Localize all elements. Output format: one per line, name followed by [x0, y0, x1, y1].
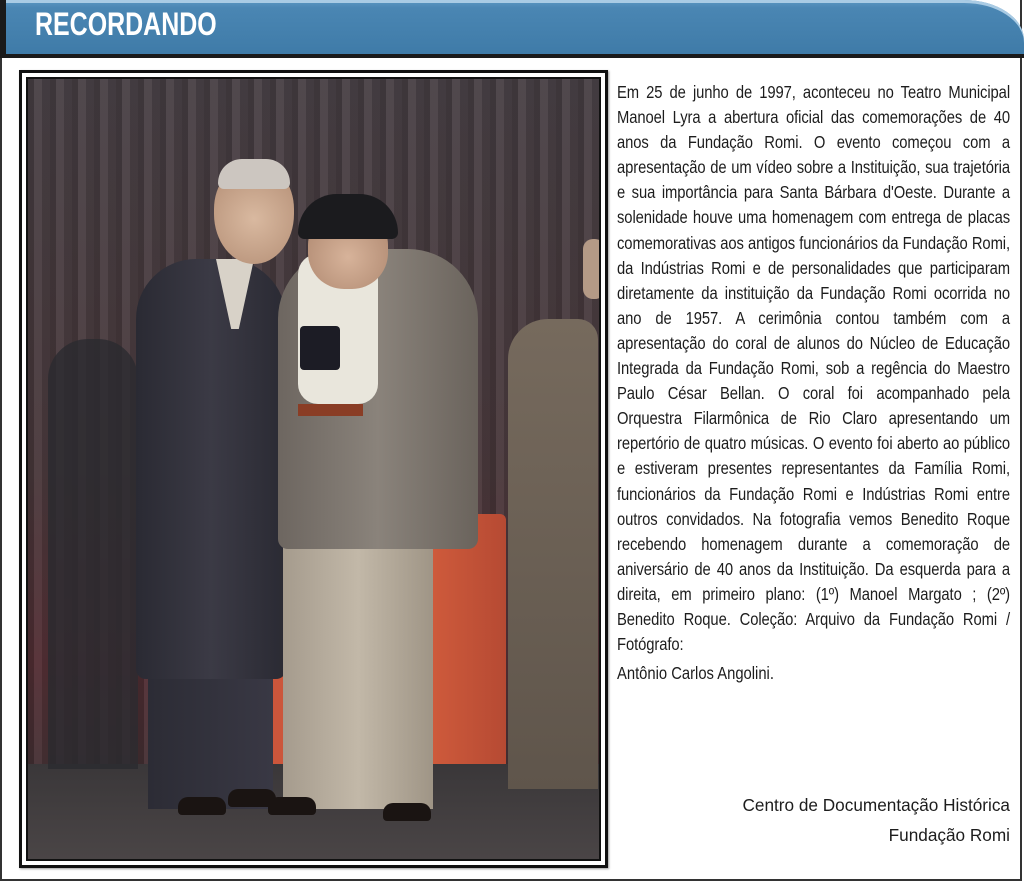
background-person-left — [48, 339, 138, 769]
historical-photo — [26, 77, 601, 861]
background-person-right-head — [583, 239, 601, 299]
person-2-belt — [298, 404, 363, 416]
award-plaque — [300, 326, 340, 370]
article-body: Em 25 de junho de 1997, aconteceu no Teatro Municipal Manoel Lyra a abertura oficial das comemorações de 40 anos da Fundação Romi. O evento começou com a apresentação de um vídeo sobre a Instituição, sua trajetória e sua importância para Santa Bárbara d'Oeste. Durante a solenidade houve uma homenagem com entrega de placas comemorativas aos antigos funcionários da Fundação Romi, da Indústrias Romi e de personalidades que participaram diretamente da instituição da Fundação Romi ocorrida no ano de 1957. A cerimônia contou também com a apresentação do coral de alunos do Núcleo de Educação Integrada da Fundação Romi, sob a regência do Maestro Paulo César Bellan. O coral foi acompanhado pela Orquestra Filarmônica de Rio Claro apresentando um repertório de quatro músicas. O evento foi aberto ao público e estiveram presentes representantes da Família Romi, funcionários da Fundação Romi e Indústrias Romi entre outros convidados. Na fotografia vemos Benedito Roque recebendo homenagem durante a comemoração de aniversário de 40 anos da Instituição. Da esquerda para a direita, em primeiro plano: (1º) Manoel Margato ; (2º) Benedito Roque. Coleção: Arquivo da Fundação Romi / Fotógrafo: — [617, 82, 1011, 655]
article — [617, 80, 1024, 686]
photographer-credit: Antônio Carlos Angolini. — [617, 663, 774, 684]
section-title: RECORDANDO — [35, 6, 217, 42]
background-person-right — [508, 319, 598, 789]
shoe-icon — [268, 797, 316, 815]
person-1-manoel-margato — [136, 259, 286, 679]
signature-organization: Fundação Romi — [888, 825, 1010, 845]
shoe-icon — [178, 797, 226, 815]
shoe-icon — [383, 803, 431, 821]
section-header — [0, 0, 1024, 58]
person-1-hair — [218, 159, 290, 189]
signature-department: Centro de Documentação Histórica — [742, 795, 1010, 815]
